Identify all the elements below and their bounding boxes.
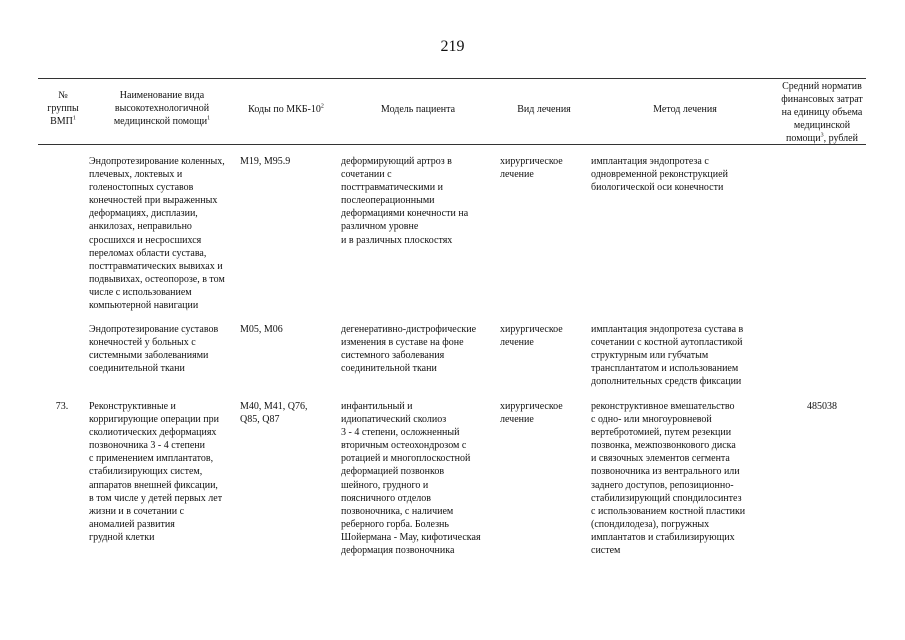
- row-group-number: 73.: [55, 401, 69, 412]
- table-top-border: [38, 78, 866, 79]
- row-care-name: Эндопротезирование коленных, плечевых, локтевых и голеностопных суставов конечностей при выраженных деформациях, дисплазии, анкилозах, неправильно сросшихся и несросшихся переломах области сустава, посттравматических вывихах и подвывихах, остеопорозе, в том числе с использованием компьютерной навигации: [89, 156, 225, 312]
- row-patient-model: деформирующий артроз в сочетании с посттравматическими и послеоперационными деформациями конечности на различном уровне и в различных плоскостях: [341, 156, 469, 246]
- header-bottom-border: [38, 144, 866, 145]
- row-treatment-type: хирургическое лечение: [500, 324, 563, 349]
- row-icd-codes: M40, M41, Q76, Q85, Q87: [240, 401, 308, 426]
- header-patient-model: Модель пациента: [380, 104, 456, 115]
- header-group-no: № группы ВМП$^1$: [47, 90, 79, 127]
- row-treatment-method: имплантация эндопротеза с одновременной реконструкцией биологической оси конечности: [591, 156, 728, 194]
- header-cost-norm: Средний норматив финансовых затрат на единицу объема медицинской помощи$^3$, рублей: [781, 81, 863, 144]
- page-number: 219: [440, 38, 465, 55]
- header-treatment-type: Вид лечения: [517, 104, 571, 115]
- row-treatment-method: имплантация эндопротеза сустава в сочетании с костной аутопластикой структурным или губчатым трансплантатом и использованием дополнительных средств фиксации: [591, 324, 744, 388]
- row-treatment-type: хирургическое лечение: [500, 156, 563, 181]
- header-care-type: Наименование вида высокотехнологичной медицинской помощи$^1$: [113, 90, 211, 127]
- row-icd-codes: M05, M06: [240, 324, 283, 335]
- header-icd-codes: Коды по МКБ-$10^2$: [248, 103, 324, 115]
- row-patient-model: дегенеративно-дистрофические изменения в суставе на фоне системного заболевания соединительной ткани: [341, 324, 477, 375]
- row-patient-model: инфантильный и идиопатический сколиоз 3 - 4 степени, осложненный вторичным остеохондрозом с ротацией и многоплоскостной деформацией позвонков шейного, грудного и поясничного отделов позвоночника, с наличием реберного горба. Болезнь Шойермана - Мау, кифотическая деформация позвоночника: [341, 401, 481, 557]
- row-treatment-type: хирургическое лечение: [500, 401, 563, 426]
- row-care-name: Реконструктивные и корригирующие операции при сколиотических деформациях позвоночника 3 - 4 степени с применением имплантатов, стабилизирующих систем, аппаратов внешней фиксации, в том числе у детей первых лет жизни и в сочетании с аномалией развития грудной клетки: [89, 401, 223, 543]
- row-icd-codes: M19, M95.9: [240, 156, 291, 167]
- header-treatment-method: Метод лечения: [653, 104, 717, 115]
- row-cost: 485038: [807, 401, 837, 412]
- row-care-name: Эндопротезирование суставов конечностей у больных с системными заболеваниями соединительной ткани: [89, 324, 219, 375]
- row-treatment-method: реконструктивное вмешательство с одно- или многоуровневой вертебротомией, путем резекции позвонка, межпозвонкового диска и связочных элементов сегмента позвоночника из вентрального или заднего доступов, репозиционно- стабилизирующий спондилосинтез с использованием костной пластики (спондилодеза), погружных имплантатов и стабилизирующих систем: [591, 401, 746, 557]
